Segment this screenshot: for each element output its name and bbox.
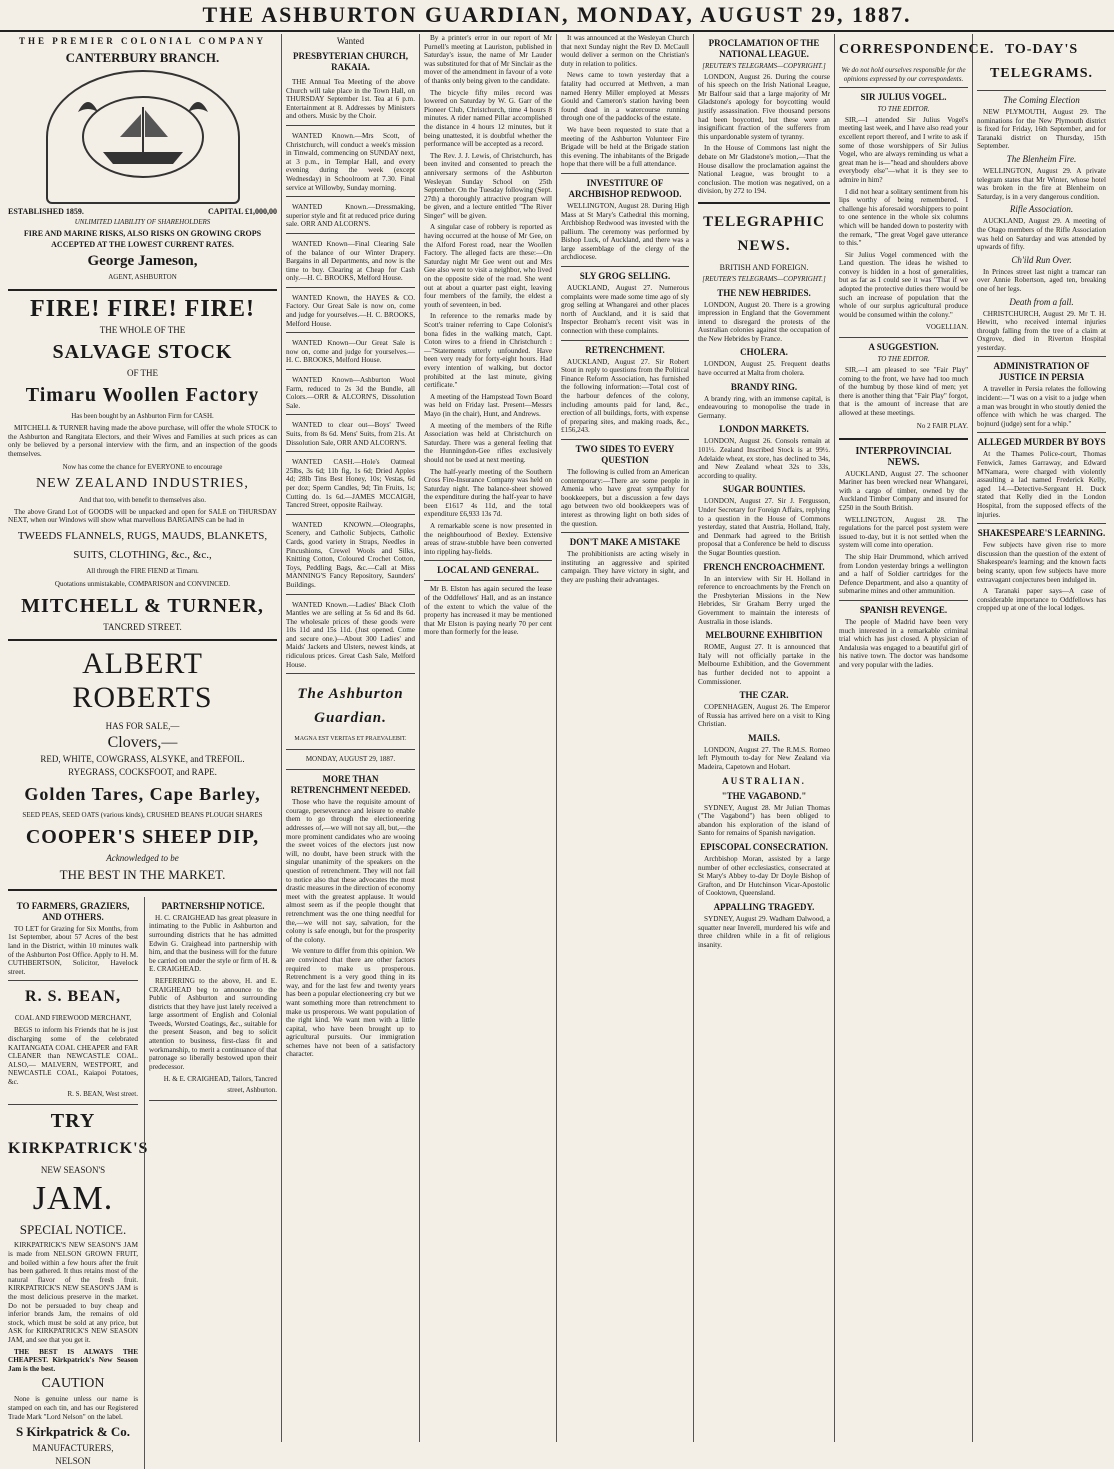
divider — [977, 523, 1106, 524]
reuters-copyright: [REUTER'S TELEGRAMS—COPYRIGHT.] — [702, 274, 826, 283]
farmers-head: TO FARMERS, GRAZIERS, AND OTHERS. — [16, 900, 130, 922]
proclamation-body: In the House of Commons last night the debate on Mr Gladstone's motion,—That the House disallow the proclamation against the National League, was brought to a conclusion. The motion was negatived, on a division, by 272 to 194. — [698, 144, 830, 196]
interprovincial-head: INTERPROVINCIAL NEWS. — [855, 445, 952, 468]
hebrides-head: THE NEW HEBRIDES. — [717, 287, 811, 298]
wanted-ad: WANTED Known—Ashburton Wool Farm, reduced to 2s 3d the Bundle, all Colors.—ORR & ALCORN'S, Dissolution Sale. — [286, 373, 415, 415]
divider — [424, 560, 552, 561]
grasses: RYEGRASS, COCKSFOOT, and RAPE. — [68, 766, 217, 777]
cooper-dip: COOPER'S SHEEP DIP, — [25, 825, 260, 848]
divider — [839, 337, 968, 338]
agent-location: AGENT, ASHBURTON — [108, 273, 177, 282]
risks-text: FIRE AND MARINE RISKS, ALSO RISKS ON GROWING CROPS ACCEPTED AT THE LOWEST CURRENT RATES. — [23, 229, 262, 250]
spanish-head: SPANISH REVENGE. — [859, 604, 948, 615]
now-come: Now has come the chance for EVERYONE to encourage — [62, 462, 223, 471]
wanted-ad: WANTED Known.—Dressmaking, superior style and fit at reduced price during sale. ORR AND ALCORN'S. — [286, 200, 415, 234]
news-paragraph: It was announced at the Wesleyan Church that next Sunday night the Rev D. McCaull would deliver a sermon on the Christian's duty in relation to politics. — [561, 34, 689, 68]
episcopal-body: Archbishop Moran, assisted by a large number of other ecclesiastics, consecrated at St Mary's Abbey to-day Dr Doyle Bishop of Grafton, and Dr Hutchinson Vicar-Apostolic of Cooktown, Queensland. — [698, 855, 830, 898]
masthead: THE ASHBURTON GUARDIAN, MONDAY, AUGUST 29, 1887. — [0, 0, 1114, 32]
to-editor: TO THE EDITOR. — [877, 355, 930, 364]
divider — [977, 432, 1106, 433]
tancred-street: TANCRED STREET. — [103, 621, 182, 632]
murder-body: At the Thames Police-court, Thomas Fenwick, James Garraway, and Edward M'Namara, were charged with violently assaulting a lad named Frederick Kelly, aged 14.—Detective-Sergeant H. Duck stated that Kelly died in the London Hospital, from the supposed effects of the injuries. — [977, 450, 1106, 519]
wanted-ad: WANTED Known.—Mrs Scott, of Christchurch, will conduct a week's mission in Tinwald, commencing on SUNDAY next, at 3 p.m., in Templar Hall, and every evening during the week (except Wednesday) in Schoolroom at 7.30. Final service at Willowby, Sunday morning. — [286, 129, 415, 197]
news-paragraph: By a printer's error in our report of Mr Purnell's meeting at Lauriston, published in Saturday's issue, the name of Mr Lauder was substituted for that of Mr Sinclair as the mover of the amendment in favour of a vote of thanks only being given to the candidate. — [424, 34, 552, 85]
wanted-ad: WANTED Known—Our Great Sale is now on, come and judge for yourselves.—H. C. BROOKS, Melford House. — [286, 336, 415, 370]
czar-body: COPENHAGEN, August 26. The Emperor of Russia has arrived here on a visit to King Christian. — [698, 703, 830, 729]
suggestion-sign: No 2 FAIR PLAY. — [916, 421, 968, 430]
clovers: Clovers,— — [107, 733, 178, 751]
mt-name: MITCHELL & TURNER, — [21, 594, 264, 617]
divider — [977, 90, 1106, 91]
mails-body: LONDON, August 27. The R.M.S. Romeo left Plymouth to-day for New Zealand via Madeira, Capetown and Hobart. — [698, 745, 830, 772]
melbourne-head: MELBOURNE EXHIBITION — [705, 630, 823, 641]
vogel-paragraph: Sir Julius Vogel commenced with the Land question. The ideas he wished to convey is hidden in a host of generalities, but as far as I could see it was "That if we adopted the protective duties there would be such an increase of population that the whole of our surplus agricultural produce would be consumed within the colony." — [839, 250, 968, 319]
divider — [286, 769, 415, 770]
news-paragraph: A remarkable scene is now presented in the neighbourhood of Bexley. Extensive areas of straw-stubble have been converted into rippling hay-fields. — [424, 522, 552, 556]
bean-body: BEGS to inform his Friends that he is just discharging some of the celebrated KAITANGATA COAL CHEAPER and FAR CLEANER than NEWCASTLE COAL. ALSO,— MALVERN, WESTPORT, and NEWCASTLE COAL, Kaiapoi Potatoes, &c. — [8, 1026, 138, 1086]
two-sides-head: TWO SIDES TO EVERY QUESTION — [575, 443, 675, 465]
partnership-head: PARTNERSHIP NOTICE. — [161, 900, 265, 911]
news-paragraph: News came to town yesterday that a fatality had occurred at Methven, a man named Henry Miller employed at Messrs Gould and Cameron's station having been found dead in a watercourse running through one of the paddocks of the estate. — [561, 71, 689, 123]
blenheim-body: WELLINGTON, August 29. A private telegram states that Mr Winter, whose hotel was broken in the fire at Blenheim on Saturday, is in a very dangerous condition. — [977, 166, 1106, 201]
best-market: THE BEST IN THE MARKET. — [59, 866, 226, 882]
column-2 — [282, 34, 420, 1442]
persia-body: A traveller in Persia relates the following incident:—"I was on a visit to a judge when a man was brought in who stoutly denied the offence with which he was charged. The bojnurd (judge) sent for a whip." — [977, 385, 1106, 428]
australian-head: AUSTRALIAN. — [722, 775, 806, 786]
two-sides-body: The following is culled from an American contemporary:—There are some people in Amenia who have great sympathy for bookkeepers, but a discussion a few days ago between two old bookkeepers was of interest as throwing light on both sides of the question. — [561, 467, 689, 528]
shakespeare-body: Few subjects have given rise to more discussion than the question of the extent of Shakespeare's learning; and the known facts being scanty, upon few subjects have more extravagant conjectures been indulged in. — [977, 541, 1106, 584]
british-foreign: BRITISH AND FOREIGN. — [719, 262, 809, 272]
news-paragraph: We have been requested to state that a meeting of the Ashburton Volunteer Fire Brigade will be held at the Brigade station this evening. The inhabitants of the Brigade hope that there will be a full attendance. — [561, 125, 689, 169]
hebrides-body: LONDON, August 20. There is a growing impression in England that the Government intend to disregard the protests of the Australian colonies against the occupation of the New Hebrides by France. — [698, 300, 830, 343]
column-5 — [694, 34, 835, 1442]
child-head: Ch'ild Run Over. — [1011, 254, 1072, 265]
persia-head: ADMINISTRATION OF JUSTICE IN PERSIA — [993, 361, 1090, 383]
vogel-paragraph: SIR,—I attended Sir Julius Vogel's meeting last week, and I have also read your excellent report thereof, and I write to ask if some of those worshippers of Sir Julius Vogel, who are always reminding us what a great man he is—"head and shoulders above everybody else"—what it is they see to admire in him? — [839, 115, 968, 184]
insurance-emblem — [46, 70, 240, 204]
bean-trade: COAL AND FIREWOOD MERCHANT, — [14, 1014, 132, 1023]
election-head: The Coming Election — [1003, 95, 1080, 105]
interprovincial-body: The ship Hair Drummond, which arrived from London yesterday brings a wellington and a half of Soldier cartridges for the Defence Department, and also a quantity of submarine mines and other ammunition. — [839, 552, 968, 596]
caution-body: None is genuine unless our name is stamped on each tin, and has our Registered Trade Mark "Lord Nelson" on the label. — [8, 1395, 138, 1421]
melbourne-body: ROME, August 27. It is announced that Italy will not officially partake in the Melbourne Exhibition, and the Government has further decided not to appoint a Commissioner. — [698, 643, 830, 686]
murder-head: ALLEGED MURDER BY BOYS — [977, 437, 1106, 448]
taranaki-body: A Taranaki paper says—A case of considerable importance to Oddfellows has cropped up at one of the local lodges. — [977, 587, 1106, 613]
vogel-sign: VOGELLIAN. — [925, 323, 968, 332]
special-notice: SPECIAL NOTICE. — [19, 1222, 127, 1238]
divider — [561, 173, 689, 174]
vagabond-body: SYDNEY, August 28. Mr Julian Thomas ("The Vagabond") has been obliged to abandon his exploration of the island of Santo for remains of Spanish navigation. — [698, 803, 830, 838]
ship-emblem-icon — [58, 82, 228, 192]
paper-title: The Ashburton Guardian. — [297, 686, 404, 727]
right-subcolumn — [144, 897, 277, 1469]
suggestion-head: A SUGGESTION. — [868, 342, 939, 353]
mt-body: MITCHELL & TURNER having made the above purchase, will offer the whole STOCK to the Ashburton and Rangitata Electors, and their Wives and Families at such prices as can only be believed by a personal interview with the firm, and an inspection of the goods themselves. — [8, 424, 277, 458]
news-paragraph: A meeting of the Hampstead Town Board was held on Friday last. Present—Messrs Mayo (in the chair), Hunt, and Andrews. — [424, 392, 552, 418]
through-line: All through the FIRE FIEND at Timaru. — [86, 566, 199, 575]
column-4 — [557, 34, 694, 1442]
salvage-headline: SALVAGE STOCK — [52, 341, 233, 364]
seed-peas: SEED PEAS, SEED OATS (various kinds), CRUSHED BEANS PLOUGH SHARES — [22, 810, 263, 819]
proclamation-body: LONDON, August 26. During the course of his speech on the Irish National League, Mr Balfour said that a large majority of Mr Gladstone's apology for boycotting would justify assassination. Five thousand persons had been boycotted, but these were an insignificant fraction of the sufferers from this unpardonable system of tyranny. — [698, 72, 830, 141]
branch-title: CANTERBURY BRANCH. — [65, 50, 220, 65]
column-3 — [420, 34, 557, 1442]
divider — [561, 266, 689, 267]
golden-tares: Golden Tares, Cape Barley, — [24, 783, 261, 804]
vogel-paragraph: I did not hear a solitary sentiment from his lips worthy of being remembered. I challenge his aforesaid worshippers to point to one sentence in the whole six columns which will be handed down to posterity with the remark, "The great Vogel gave utterance to this." — [839, 187, 968, 248]
death-head: Death from a fall. — [1009, 296, 1074, 307]
left-subcolumn — [8, 897, 149, 1469]
interprovincial-body: AUCKLAND, August 27. The schooner Mariner has been wrecked near Whangarei, with a cargo of timber, owned by the Auckland Timber Company and insured for £250 in the South British. — [839, 469, 968, 512]
jam-headline: JAM. — [32, 1180, 114, 1218]
wanted-ad: WANTED KNOWN.—Oleographs, Scenery, and Catholic Subjects, Catholic Cards, good variety in Straps, Needles in Pincushions, Crewel Wools and Silks, Knitting Cotton, Coloured Crochet Cotton, Toys, Peddling Bags, &c.—Call at Miss MANNING'S Fancy Repository, Saunders' Buildings. — [286, 518, 415, 595]
sugar-body: LONDON, August 27. Sir J. Fergusson, Under Secretary for Foreign Affairs, replying to a question in the House of Commons yesterday, stated that Austria, Holland, Italy, and Denmark had agreed to the British proposal that a Conference be held to discuss the Sugar Bounties question. — [698, 497, 830, 557]
french-head: FRENCH ENCROACHMENT. — [703, 561, 825, 572]
czar-head: THE CZAR. — [739, 690, 789, 701]
date-line: MONDAY, AUGUST 29, 1887. — [305, 755, 396, 764]
news-paragraph: A singular case of robbery is reported as having occurred at the house of Mr Gee, on the Alford Forest road, near the Woollen Factory. The alleged facts are these:—On Saturday night Mr Gee went out and Mrs Gee also went to visit a neighbor, who lived on the opposite side of the road. She went out at about a quarter past eight, leaving four members of the family, the eldest a youth of seventeen, in bed. — [424, 223, 552, 309]
church-head: PRESBYTERIAN CHURCH, RAKAIA. — [292, 51, 408, 72]
todays-telegrams-head: TO-DAY'S TELEGRAMS. — [990, 42, 1093, 81]
divider — [561, 340, 689, 341]
established: ESTABLISHED 1859. — [8, 207, 84, 216]
divider — [561, 532, 689, 533]
bean-sign: R. S. BEAN, West street. — [67, 1090, 138, 1099]
divider — [424, 580, 552, 581]
clover-list: RED, WHITE, COWGRASS, ALSYKE, and TREFOIL. — [40, 753, 245, 764]
caution: CAUTION — [41, 1376, 105, 1392]
divider — [839, 438, 968, 440]
death-body: CHRISTCHURCH, August 29. Mr T. H. Hewitt, who received internal injuries through falling from the tree of a claim at Oxgrove, died in Riverton Hospital yesterday. — [977, 309, 1106, 352]
divider — [149, 1100, 277, 1101]
albert-roberts: ALBERT ROBERTS — [72, 646, 213, 714]
fire-headline: FIRE! FIRE! FIRE! — [30, 296, 255, 323]
wanted-ad: WANTED Known.—Ladies' Black Cloth Mantles we are selling at 5s 6d and 8s 6d. The wholesale prices of these goods were 10s 11d and 15s 11d. (Just opened. Come and secure one.)—About 300 Ladies' and Maids' Jackets and Ulsters, newest kinds, at ridiculous prices. Great Cash Sale, Melford House. — [286, 598, 415, 675]
divider — [839, 600, 968, 601]
news-paragraph: The Rev. J. J. Lewis, of Christchurch, has been invited and consented to preach the anniversary sermons of the Ashburton Wesleyan Sunday School on 25th September. On the Tuesday following (Sept. 27th) a thoroughly attractive program will be given, and a lecture entitled "The River Singer" will be given. — [424, 151, 552, 220]
company-line: THE PREMIER COLONIAL COMPANY — [18, 36, 267, 46]
divider — [8, 1104, 138, 1105]
best-cheapest: THE BEST IS ALWAYS THE CHEAPEST. Kirkpatrick's New Season Jam is the best. — [8, 1347, 138, 1373]
brandy-body: A brandy ring, with an immense capital, is endeavouring to monopolise the trade in Germany. — [698, 394, 830, 420]
leader-paragraph: Those who have the requisite amount of courage, perseverance and leisure to enable them to go through the electioneering addresses of,—we will not say all, but,—the more prominent candidates who are wooing the sweet voices of the electors just now will, no doubt, have been struck with the singular unanimity of the speakers on the question of retrenchment. They will not fail to notice also that these advocates the most drastic measures in the direction of economy meet with the greatest applause. It would almost seem as if the people thought that retrenchment was the one thing needful for the,—we will not say, salvation, for the colony is safe enough, but for the prosperity of the colony. — [286, 798, 415, 944]
interprovincial-body: WELLINGTON, August 28. The regulations for the parcel post system were issued to-day, but it is not settled when the system will come into operation. — [839, 515, 968, 550]
capital: CAPITAL £1,000,00 — [208, 207, 277, 216]
quotations-line: Quotations unmistakable, COMPARISON and CONVINCED. — [54, 579, 231, 588]
tweeds-line: TWEEDS FLANNELS, RUGS, MAUDS, BLANKETS, — [17, 529, 268, 542]
mails-head: MAILS. — [748, 732, 780, 743]
bought-note: Has been bought by an Ashburton Firm for CASH. — [71, 412, 214, 421]
episcopal-head: EPISCOPAL CONSECRATION. — [700, 842, 828, 853]
investiture-body: WELLINGTON, August 28. During High Mass at St Mary's Cathedral this morning, Archbishop Redwood was invested with the pallium. The ceremony was performed by Bishop Luck, of Auckland, and there was a large assemblage of the clergy of the archdiocese. — [561, 201, 689, 262]
try: TRY — [50, 1110, 96, 1133]
grog-body: AUCKLAND, August 27. Numerous complaints were made some time ago of sly grog selling at Whangarei and other places north of Auckland, and it is said that Inspector Broham's recent visit was in connection with these complaints. — [561, 284, 689, 336]
divider — [977, 356, 1106, 357]
wanted-ad: WANTED Known—Final Clearing Sale of the balance of our Winter Drapery. Bargains in all Departments, and now is the time to buy. Clearing at Cheap for Cash only.—H. C. BROOKS, Melford House. — [286, 237, 415, 288]
whole-of: THE WHOLE OF THE — [99, 325, 186, 336]
motto: MAGNA EST VERITAS ET PRAEVALEBIT. — [294, 736, 407, 743]
craighead-sign: H. & E. CRAIGHEAD, Tailors, Tancred street, Ashburton. — [163, 1075, 277, 1095]
divider — [8, 289, 277, 291]
column-6 — [835, 34, 995, 1442]
news-paragraph: The half-yearly meeting of the Southern Cross Fire-Insurance Company was held on Saturday night. The balance-sheet showed the expenditure during the half-year to have been £1617 4s 11d, and the total expenditure £6,933 13s 7d. — [424, 467, 552, 519]
divider — [561, 439, 689, 440]
wanted-ad: WANTED Known, the HAYES & CO. Factory. Our Great Sale is now on, come and judge for yourselves.—H. C. BROOKS, Melford House. — [286, 291, 415, 333]
brandy-head: BRANDY RING. — [730, 381, 798, 392]
divider — [8, 889, 277, 891]
wanted-head: Wanted — [336, 36, 365, 46]
divider — [8, 980, 138, 981]
nelson: NELSON — [55, 1456, 91, 1467]
manufacturers: MANUFACTURERS, — [32, 1443, 114, 1454]
retrenchment-head: RETRENCHMENT. — [585, 344, 665, 355]
mistake-head: DON'T MAKE A MISTAKE — [569, 537, 681, 548]
timaru-headline: Timaru Woollen Factory — [25, 384, 260, 407]
rifle-body: AUCKLAND, August 29. A meeting of the Otago members of the Rifle Association was held on Saturday and was attended by upwards of fifty. — [977, 217, 1106, 252]
cholera-body: LONDON, August 25. Frequent deaths have occurred at Malta from cholera. — [698, 360, 830, 378]
special-body: KIRKPATRICK'S NEW SEASON'S JAM is made from NELSON GROWN FRUIT, and boiled within a few hours after the fruit has been gathered. It thus retains most of the natural flavor of the fresh fruit. KIRKPATRICK'S NEW SEASON'S JAM is the most delicious preserve in the market. Do not be persuaded to buy cheap and inferior brands Jam, the remains of old stock, which must be sold at any price, but ASK for KIRKPATRICK'S NEW SEASON JAM, and see that you get it. — [8, 1241, 138, 1344]
markets-head: LONDON MARKETS. — [719, 424, 809, 435]
referring-body: REFERRING to the above, H. and E. CRAIGHEAD beg to announce to the Public of Ashburton and surrounding districts that they have just lately received a large assortment of English and Colonial Tweeds, Worsted Coatings, &c., suitable for the present Season, and beg to solicit attention to business, first-class fit and workmanship, to merit a continuance of that patronage so liberally bestowed upon their predecessor. — [149, 976, 277, 1071]
mistake-body: The prohibitionists are acting wisely in instituting an aggressive and spirited campaign. They have victory in sight, and they are pushing their advantages. — [561, 550, 689, 584]
divider — [286, 749, 415, 750]
farmers-body: TO LET for Grazing for Six Months, from 1st September, about 57 Acres of the best land in the District, within 10 minutes walk of the Ashburton Post Office. Apply to H. M. CUTHBERTSON, Solicitor, Havelock street. — [8, 924, 138, 976]
of-the: OF THE — [126, 368, 159, 379]
shakespeare-head: SHAKESPEARE'S LEARNING. — [977, 528, 1106, 539]
spanish-body: The people of Madrid have been very much interested in a remarkable criminal trial which has just closed. A physician of Andalusia was engaged to a beautiful girl of his native town. The doctor was handsome and very popular with the ladies. — [839, 617, 968, 669]
retrenchment-body: AUCKLAND, August 27. Sir Robert Stout in reply to questions from the Political Finance Reform Association, has furnished the following information:—Total cost of the harbour defences of the colony, including amounts paid for land, &c., erection of all buildings, forts, with expense of preparing sites, and making roads, &c., £156,243. — [561, 357, 689, 435]
bean-name: R. S. BEAN, — [25, 988, 121, 1006]
grand-lot: The above Grand Lot of GOODS will be unpacked and open for SALE on THURSDAY NEXT, when our Windows will show what marvellous BARGAINS can be had in — [8, 507, 277, 525]
rifle-head: Rifle Association. — [1009, 204, 1074, 215]
suggestion-body: SIR,—I am pleased to see "Fair Play" coming to the front, we have had too much of the humbug by those kind of men; yet there is another thing that "Fair Play" forgot, that is the amount of increase that are allowed at these meetings. — [839, 366, 968, 417]
local-head: LOCAL AND GENERAL. — [437, 565, 539, 576]
divider — [8, 639, 277, 641]
for-sale: HAS FOR SALE,— — [105, 720, 180, 731]
divider — [839, 87, 968, 88]
partnership-body: H. C. CRAIGHEAD has great pleasure in intimating to the Public in Ashburton and surrounding districts that he has admitted Edwin G. Craighead into partnership with him, and that the business will for the future be carried on under the style or firm of H. & E. CRAIGHEAD. — [149, 913, 277, 974]
to-editor: TO THE EDITOR. — [877, 105, 930, 114]
telegraphic-head: TELEGRAPHIC NEWS. — [703, 213, 825, 254]
acknowledged: Acknowledged to be — [106, 852, 179, 863]
vogel-head: SIR JULIUS VOGEL. — [860, 92, 947, 103]
leader-paragraph: We venture to differ from this opinion. We are convinced that there are other factors required to make us prosperous. Retrenchment is a very good thing in its way, and for the last few and twenty years has been a popular electioneering cry but we want something more than retrenchment to make us prosperous. We want population of the right kind. We want men with a little capital, who have been brought up to agricultural pursuits. Our immigration schemes have not been of a satisfactory character. — [286, 947, 415, 1059]
election-body: NEW PLYMOUTH, August 29. The nominations for the New Plymouth district is fixed for Friday, 16th September, and for Taranaki district on Thursday, 15th September. — [977, 108, 1106, 151]
news-paragraph: In reference to the remarks made by Scott's trainer referring to Cape Colonist's bona fides in the walking match, Capt. Coton wires to a friend in Christchurch :—"Statements utterly unfounded. Have been very ready for forty-eight hours. Had every intention of walking, but doctor prohibited at the last minute, giving certificate." — [424, 312, 552, 390]
benefit-note: And that too, with benefit to themselves also. — [79, 495, 206, 504]
wanted-ad: WANTED CASH.—Hole's Oatmeal 25lbs, 3s 6d; 11b fig, 1s 6d; Dried Apples 4d; 28lb Tins Best Honey, 10s; Vestas, 6d per doz; Sperm Candles, 9d; Tin Fruits, 1s; Cutting do. 1s 6d.—JAMES MCCAIGH, Tancred Street, opposite Railway. — [286, 455, 415, 515]
agent-name: George Jameson, — [87, 253, 198, 270]
column-7 — [973, 34, 1110, 1442]
column-1 — [4, 34, 282, 1467]
liability: UNLIMITED LIABILITY OF SHAREHOLDERS — [74, 217, 211, 226]
correspondence-head: CORRESPONDENCE. — [839, 42, 995, 57]
church-body: THE Annual Tea Meeting of the above Church will take place in the Town Hall, on THURSDAY September 1st. Tea at 6 p.m. Entertainment at 8. Addresses by Ministers and others. Music by the Choir. — [286, 75, 415, 126]
child-body: In Princes street last night a tramcar ran over Annie Robertson, aged ten, breaking one of her legs. — [977, 267, 1106, 293]
kirkpatricks: KIRKPATRICK'S — [8, 1140, 149, 1158]
sugar-head: SUGAR BOUNTIES. — [722, 484, 806, 495]
columns — [4, 34, 1110, 1467]
nz-industries: NEW ZEALAND INDUSTRIES, — [36, 475, 249, 491]
french-body: In an interview with Sir H. Holland in reference to encroachments by the French on the Presbyterian Missions in the New Hebrides, Sir Graham Berry urged the Government to maintain the interests of Australia in those islands. — [698, 574, 830, 626]
kirkpatrick-co: S Kirkpatrick & Co. — [15, 1424, 131, 1440]
local-body: Mr B. Elston has again secured the lease of the Oddfellows' Hall, and as an instance of the extent to which the value of the property has increased it may be mentioned that Mr Elston is paying nearly 70 per cent more than formerly for the lease. — [424, 585, 552, 637]
vagabond-head: "THE VAGABOND." — [721, 790, 807, 801]
correspondence-note: We do not hold ourselves responsible for the opinions expressed by our correspondents. — [841, 66, 966, 83]
wanted-ad: WANTED to clear out—Boys' Tweed Suits, from 8s 6d. Mens' Suits, from 21s. At Dissolution Sale, ORR AND ALCORN'S. — [286, 418, 415, 452]
new-season: NEW SEASON'S — [40, 1165, 106, 1176]
proclamation-head: PROCLAMATION OF THE NATIONAL LEAGUE. — [708, 38, 820, 59]
markets-body: LONDON, August 26. Consols remain at 101½. Zealand Inscribed Stock is at 99½. Adelaide wheat, ex store, has declined to 34s, and New Zealand wheat 32s to 33s, according to quality. — [698, 437, 830, 480]
grog-head: SLY GROG SELLING. — [579, 271, 671, 282]
reuters-copyright: [REUTER'S TELEGRAMS—COPYRIGHT.] — [702, 62, 826, 70]
news-paragraph: A meeting of the members of the Rifle Association was held at Christchurch on Saturday. There was a general feeling that the Hunningdon-Gee rifles exclusively should not be used at next meeting. — [424, 421, 552, 464]
news-paragraph: The bicycle fifty miles record was lowered on Saturday by W. G. Garr of the Pioneer Club, Christchurch, time 4 hours 8 minutes. A rider named Pillar accomplished the distance in 4 hours 12 minutes, but it being unattested, it is doubtful whether the performance will be accepted as a record. — [424, 88, 552, 149]
tragedy-head: APPALLING TRAGEDY. — [713, 902, 815, 912]
divider — [698, 202, 830, 204]
blenheim-head: The Blenheim Fire. — [1006, 153, 1077, 164]
cholera-head: CHOLERA. — [740, 347, 788, 358]
suits-line: SUITS, CLOTHING, &c., &c., — [73, 548, 212, 561]
tragedy-body: SYDNEY, August 29. Wadham Dalwood, a squatter near Inverell, murdered his wife and three children while in a fit of religious insanity. — [698, 915, 830, 949]
leader-head: MORE THAN RETRENCHMENT NEEDED. — [290, 774, 411, 796]
investiture-head: INVESTITURE OF ARCHBISHOP REDWOOD. — [568, 177, 682, 199]
